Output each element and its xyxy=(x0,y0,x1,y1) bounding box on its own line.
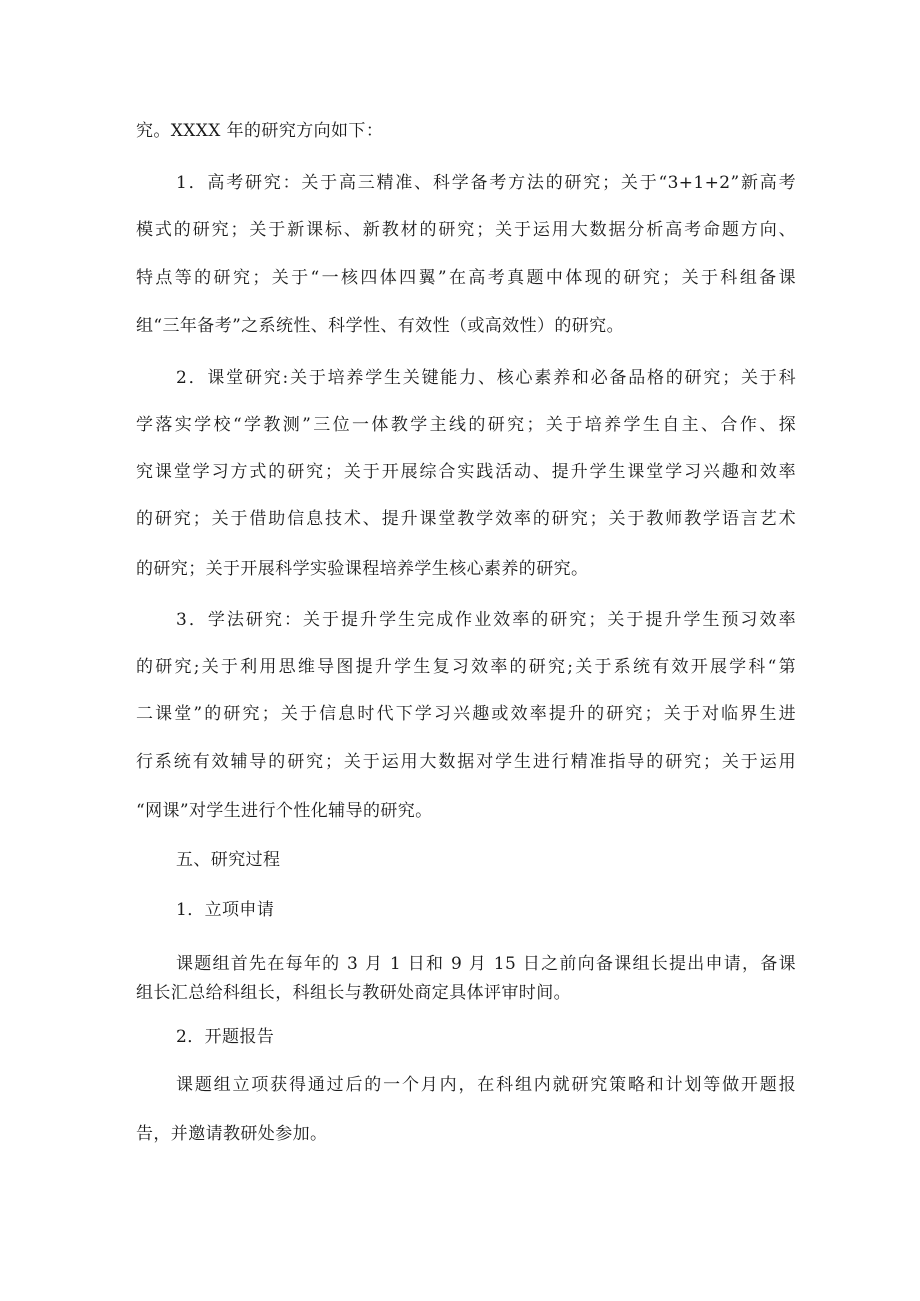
item-3-line-4: 行系统有效辅导的研究；关于运用大数据对学生进行精准指导的研究；关于运用 xyxy=(136,752,796,772)
item-2-line-1: 2．课堂研究:关于培养学生关键能力、核心素养和必备品格的研究；关于科 xyxy=(176,368,796,388)
item-1-line-1: 1．高考研究：关于高三精准、科学备考方法的研究；关于“3+1+2”新高考 xyxy=(176,173,796,193)
item-3-line-3: 二课堂”的研究；关于信息时代下学习兴趣或效率提升的研究；关于对临界生进 xyxy=(136,704,796,724)
item-1-line-3: 特点等的研究；关于“一核四体四翼”在高考真题中体现的研究；关于科组备课 xyxy=(136,268,796,288)
item-2-line-2: 学落实学校“学教测”三位一体教学主线的研究；关于培养学生自主、合作、探 xyxy=(136,415,796,435)
item-3-line-5: “网课”对学生进行个性化辅导的研究。 xyxy=(136,801,433,821)
intro-line: 究。XXXX 年的研究方向如下： xyxy=(136,121,384,141)
item-1-line-4: 组“三年备考”之系统性、科学性、有效性（或高效性）的研究。 xyxy=(136,316,624,336)
item-2-line-4: 的研究；关于借助信息技术、提升课堂教学效率的研究；关于教师教学语言艺术 xyxy=(136,509,796,529)
subsection-1-line-2: 组长汇总给科组长，科组长与教研处商定具体评审时间。 xyxy=(136,983,571,1003)
item-2-line-3: 究课堂学习方式的研究；关于开展综合实践活动、提升学生课堂学习兴趣和效率 xyxy=(136,462,796,482)
section-heading: 五、研究过程 xyxy=(176,850,281,870)
subsection-1-line-1: 课题组首先在每年的 3 月 1 日和 9 月 15 日之前向备课组长提出申请，备课 xyxy=(176,954,796,974)
subsection-2-line-1: 课题组立项获得通过后的一个月内，在科组内就研究策略和计划等做开题报 xyxy=(176,1075,796,1095)
subsection-1-heading: 1．立项申请 xyxy=(176,900,275,920)
item-3-line-1: 3．学法研究：关于提升学生完成作业效率的研究；关于提升学生预习效率 xyxy=(176,610,796,630)
subsection-2-heading: 2．开题报告 xyxy=(176,1027,275,1047)
item-3-line-2: 的研究;关于利用思维导图提升学生复习效率的研究;关于系统有效开展学科“第 xyxy=(136,657,796,677)
subsection-2-line-2: 告，并邀请教研处参加。 xyxy=(136,1124,328,1144)
item-2-line-5: 的研究；关于开展科学实验课程培养学生核心素养的研究。 xyxy=(136,559,589,579)
item-1-line-2: 模式的研究；关于新课标、新教材的研究；关于运用大数据分析高考命题方向、 xyxy=(136,220,796,240)
